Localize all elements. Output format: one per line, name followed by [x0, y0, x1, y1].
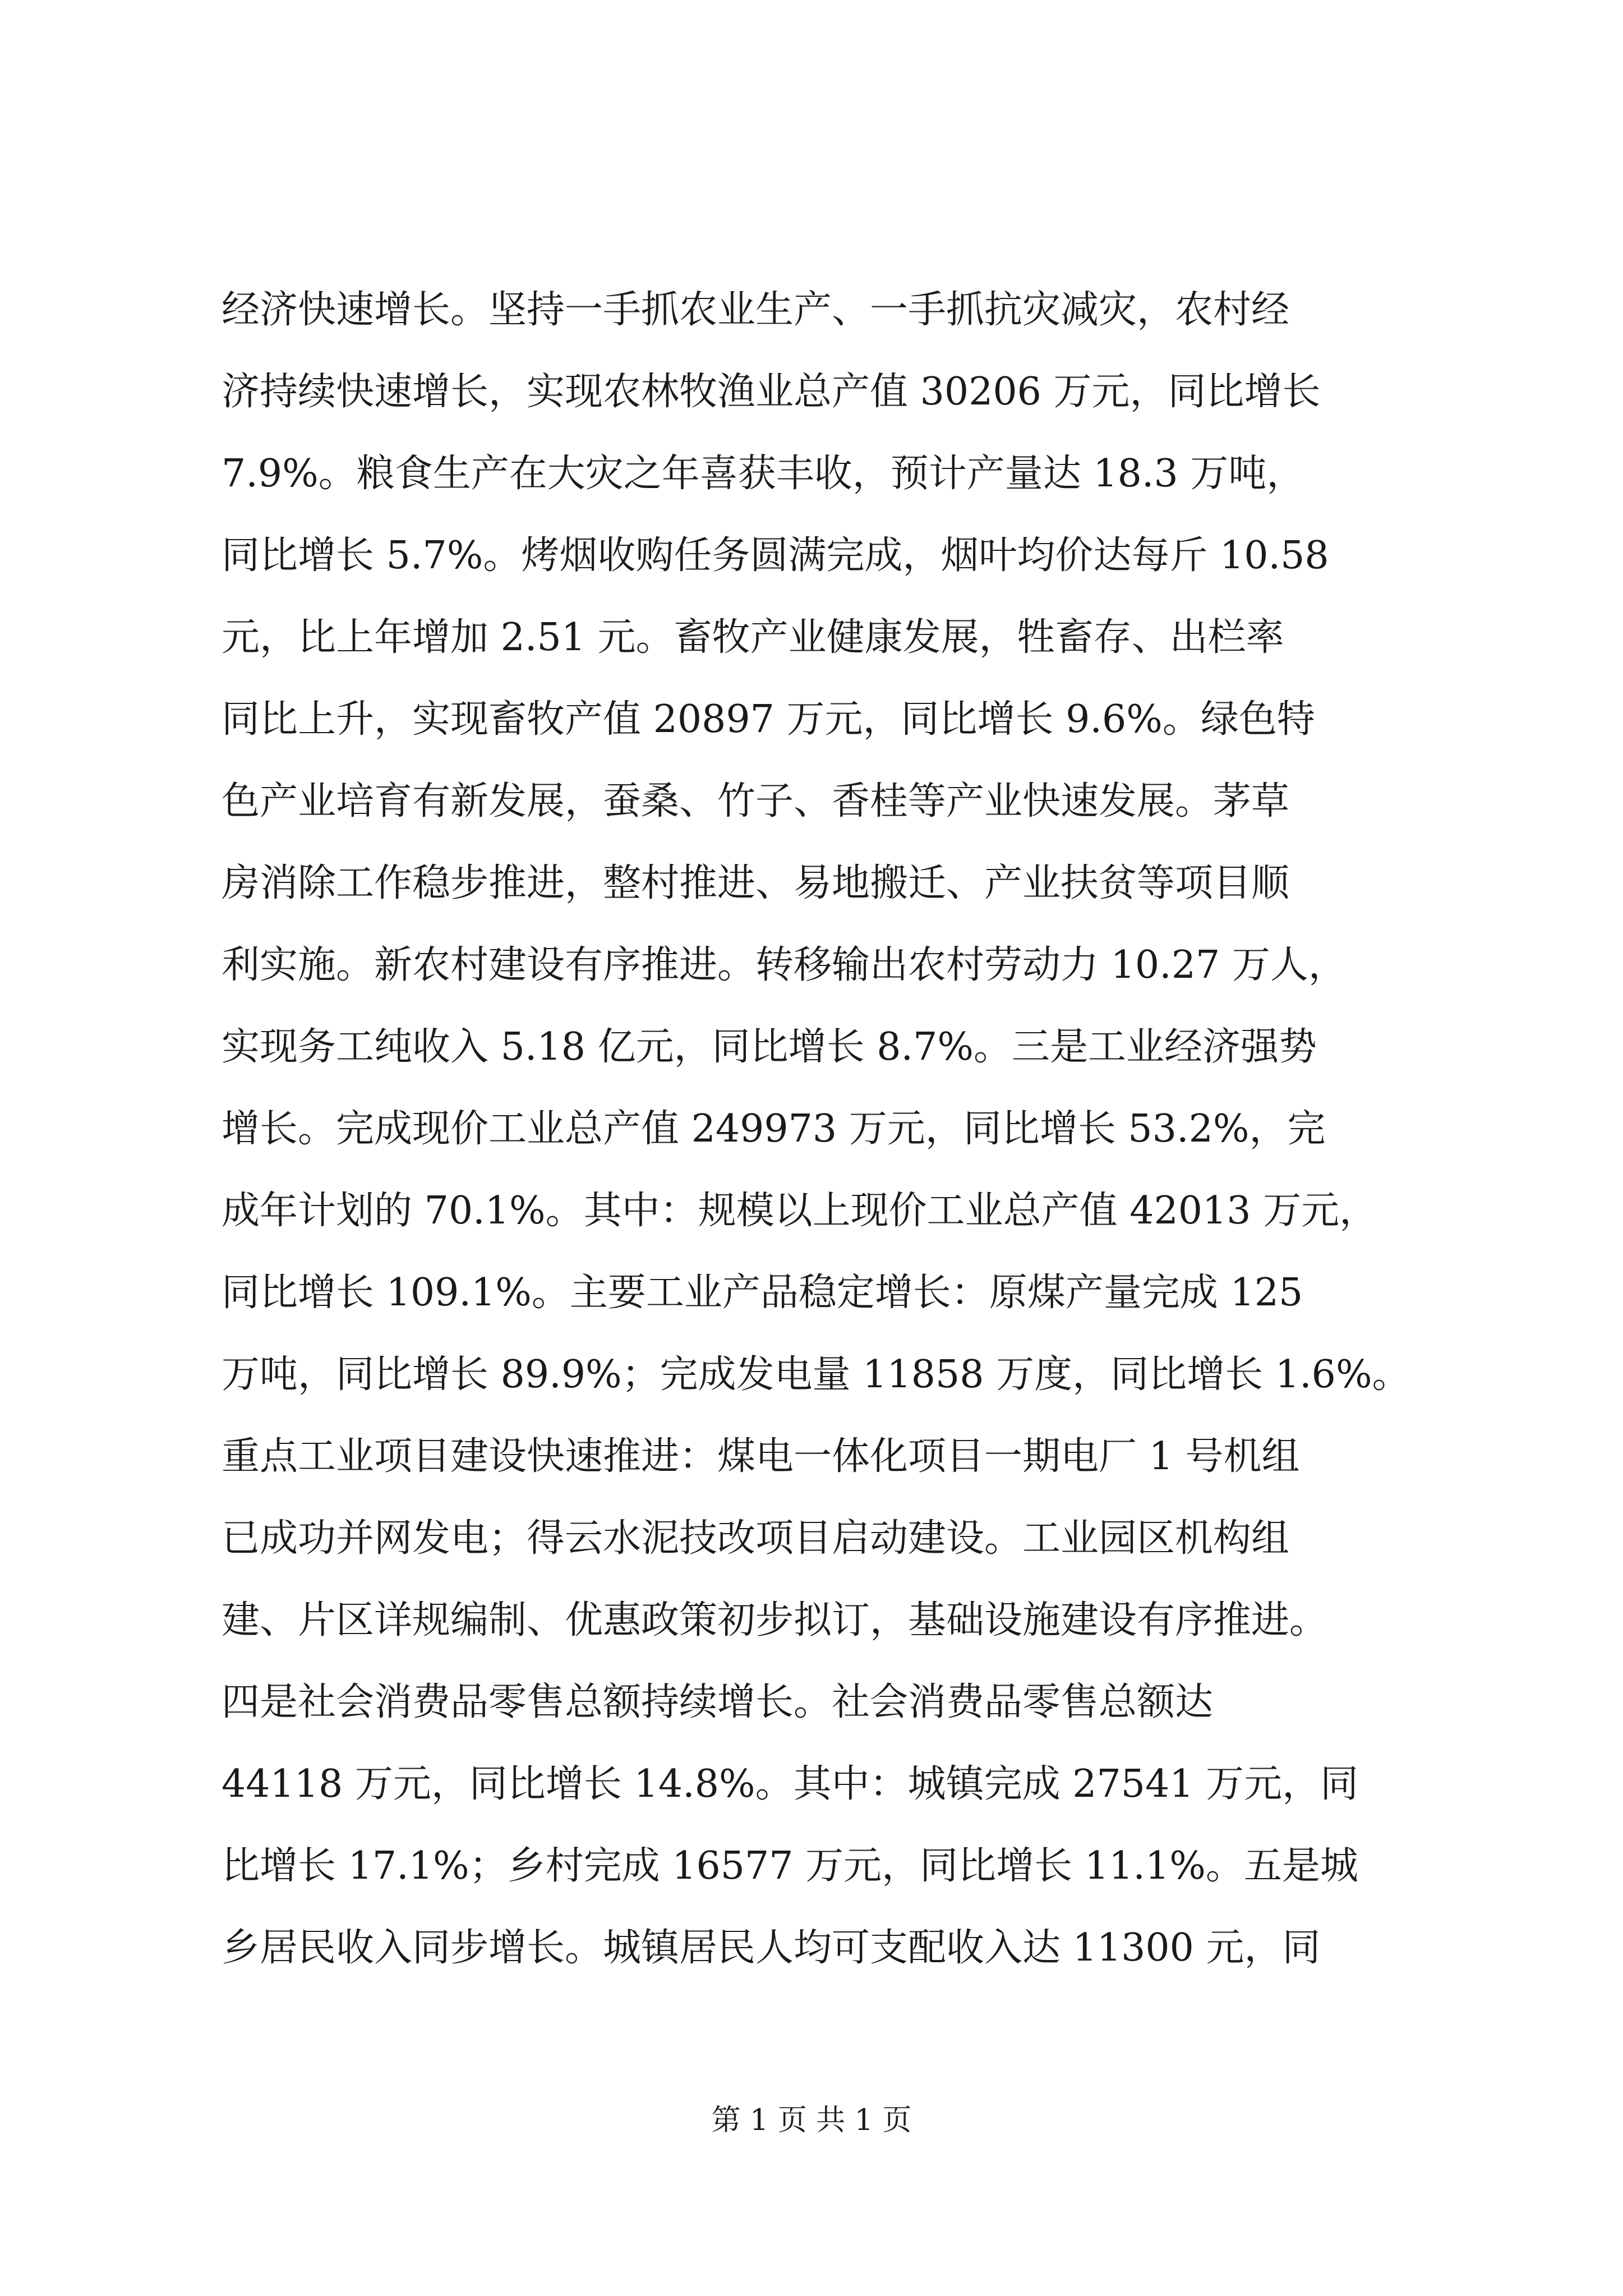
text-line: 建、片区详规编制、优惠政策初步拟订，基础设施建设有序推进。 [222, 1598, 1328, 1642]
text-line: 44118 万元，同比增长 14.8%。其中：城镇完成 27541 万元，同 [222, 1762, 1359, 1806]
text-line: 实现务工纯收入 5.18 亿元，同比增长 8.7%。三是工业经济强势 [222, 1025, 1317, 1069]
text-line: 万吨，同比增长 89.9%；完成发电量 11858 万度，同比增长 1.6%。 [222, 1352, 1410, 1397]
text-line: 济持续快速增长，实现农林牧渔业总产值 30206 万元，同比增长 [222, 370, 1321, 414]
text-line: 已成功并网发电；得云水泥技改项目启动建设。工业园区机构组 [222, 1516, 1290, 1561]
text-line: 色产业培育有新发展，蚕桑、竹子、香桂等产业快速发展。茅草 [222, 779, 1290, 823]
text-line: 比增长 17.1%；乡村完成 16577 万元，同比增长 11.1%。五是城 [222, 1844, 1358, 1888]
text-line: 同比上升，实现畜牧产值 20897 万元，同比增长 9.6%。绿色特 [222, 697, 1315, 742]
text-line: 7.9%。粮食生产在大灾之年喜获丰收，预计产量达 18.3 万吨， [222, 452, 1305, 496]
text-line: 元，比上年增加 2.51 元。畜牧产业健康发展，牲畜存、出栏率 [222, 615, 1284, 660]
page-footer [0, 2101, 1623, 2140]
body-text [222, 269, 1444, 1989]
text-line: 经济快速增长。坚持一手抓农业生产、一手抓抗灾减灾，农村经 [222, 288, 1290, 332]
text-line: 四是社会消费品零售总额持续增长。社会消费品零售总额达 [222, 1680, 1214, 1724]
text-line: 乡居民收入同步增长。城镇居民人均可支配收入达 11300 元，同 [222, 1926, 1321, 1970]
text-line: 增长。完成现价工业总产值 249973 万元，同比增长 53.2%，完 [222, 1107, 1326, 1151]
text-line: 同比增长 5.7%。烤烟收购任务圆满完成，烟叶均价达每斤 10.58 [222, 533, 1329, 578]
text-line: 重点工业项目建设快速推进：煤电一体化项目一期电厂 1 号机组 [222, 1434, 1300, 1479]
text-line: 同比增长 109.1%。主要工业产品稳定增长：原煤产量完成 125 [222, 1271, 1303, 1315]
page-number-label: 第 1 页 共 1 页 [711, 2104, 912, 2137]
text-line: 利实施。新农村建设有序推进。转移输出农村劳动力 10.27 万人， [222, 943, 1347, 987]
text-line: 成年计划的 70.1%。其中：规模以上现价工业总产值 42013 万元， [222, 1189, 1378, 1233]
text-line: 房消除工作稳步推进，整村推进、易地搬迁、产业扶贫等项目顺 [222, 861, 1290, 905]
